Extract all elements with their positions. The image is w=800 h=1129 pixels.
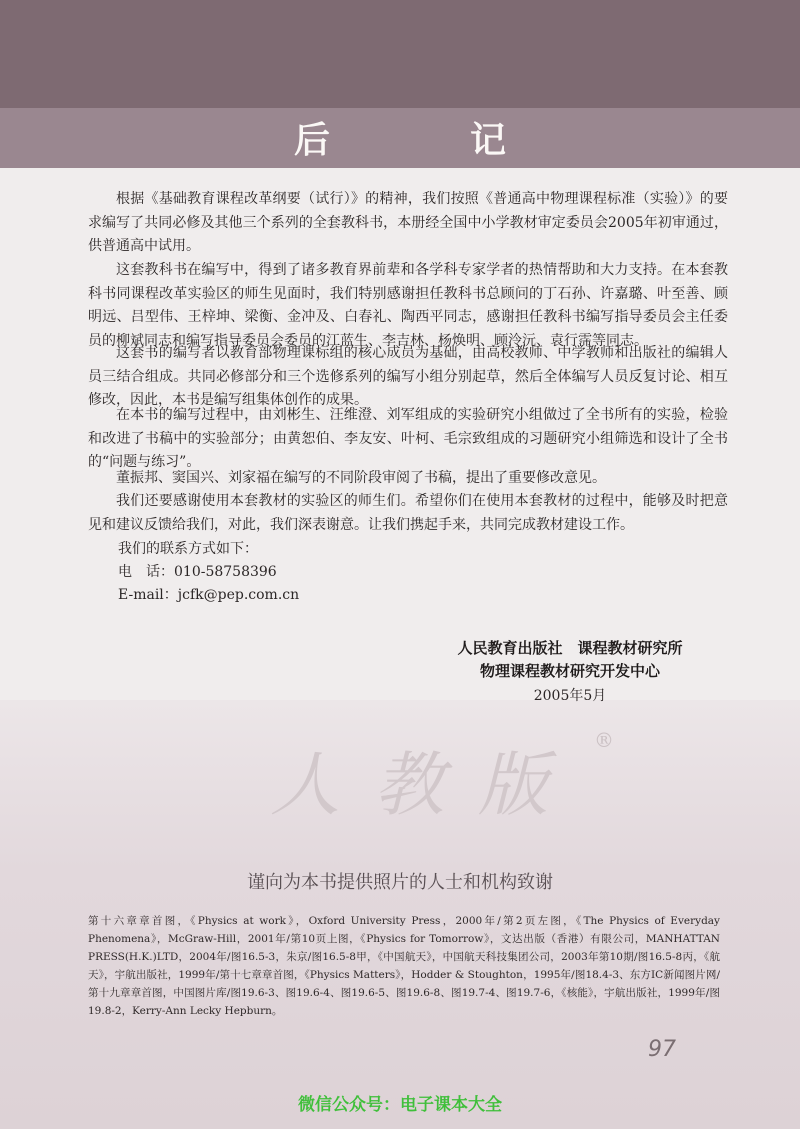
body-text [88,467,728,491]
body-text [88,490,728,537]
publisher-line-2: 物理课程教材研究开发中心 [479,662,660,680]
body-text [88,259,728,353]
paragraph-4: 在本书的编写过程中，由刘彬生、汪维澄、刘军组成的实验研究小组做过了全书所有的实验，检验和改进了书稿中的实验部分；由黄恕伯、李友安、叶柯、毛宗致组成的习题研究小组筛选和设计了全书的“问题与练习”。 [88,407,728,470]
paragraph-1: 根据《基础教育课程改革纲要（试行）》的精神，我们按照《普通高中物理课程标准（实验）》的要求编写了共同必修及其他三个系列的全套教科书，本册经全国中小学教材审定委员会2005年初审通过，供普通高中试用。 [88,191,728,254]
header-band [0,0,800,108]
footer-banner: 微信公众号：电子课本大全 [298,1095,502,1115]
page-title: 后 记 [293,119,558,161]
credits-heading: 谨向为本书提供照片的人士和机构致谢 [247,872,553,893]
body-text [88,342,728,413]
credits-text: 第十六章章首图，《Physics at work》，Oxford University Press，2000年/第2页左图，《The Physics of Everyday Phenomena》，McGraw-Hill，2001年/第10页上图，《Physics for Tomorrow》，文达出版（香港）有限公司，MANHATTAN PRESS(H.K.)LTD，2004年/图16.5-3，朱京/图16.5-8甲，《中国航天》，中国航天科技集团公司，2003年第10期/图16.5-8丙，《航天》，宇航出版社，1999年/第十七章章首图，《Physics Matters》，Hodder & Stoughton，1995年/图18.4-3、东方IC新闻图片网/第十九章章首图，中国图片库/图19.6-3、图19.6-4、图19.6-5、图19.6-8、图19.7-4、图19.7-6，《核能》，宇航出版社，1999年/图19.8-2，Kerry-Ann Lecky Hepburn。 [88,915,720,1017]
watermark-logo: 人教版 [270,744,582,826]
contact-block [118,538,299,607]
paragraph-5: 董振邦、窦国兴、刘家福在编写的不同阶段审阅了书稿，提出了重要修改意见。 [116,470,606,486]
page-number: 97 [648,1037,676,1062]
body-text [88,404,728,475]
paragraph-2: 这套教科书在编写中，得到了诸多教育界前辈和各学科专家学者的热情帮助和大力支持。在本套教科书同课程改革实验区的师生见面时，我们特别感谢担任教科书总顾问的丁石孙、许嘉璐、叶至善、顾明远、吕型伟、王梓坤、梁衡、金冲及、白春礼、陶西平同志，感谢担任教科书编写指导委员会主任委员的柳斌同志和编写指导委员会委员的江蓝生、李吉林、杨焕明、顾泠沅、袁行霈等同志。 [88,262,728,349]
contact-phone: 电 话：010-58758396 [118,564,277,580]
registered-mark-icon: ® [594,728,614,752]
contact-email: E-mail：jcfk@pep.com.cn [118,587,300,603]
publisher-block [440,637,700,683]
publisher-line-1: 人民教育出版社 课程教材研究所 [457,639,683,657]
body-text [88,188,728,259]
paragraph-3: 这套书的编写者以教育部物理课标组的核心成员为基础，由高校教师、中学教师和出版社的编辑人员三结合组成。共同必修部分和三个选修系列的编写小组分别起草，然后全体编写人员反复讨论、相互修改，因此，本书是编写组集体创作的成果。 [88,345,728,408]
paragraph-6: 我们还要感谢使用本套教材的实验区的师生们。希望你们在使用本套教材的过程中，能够及时把意见和建议反馈给我们，对此，我们深表谢意。让我们携起手来，共同完成教材建设工作。 [88,493,728,533]
publish-date: 2005年5月 [533,688,607,704]
contact-intro: 我们的联系方式如下： [118,541,258,557]
